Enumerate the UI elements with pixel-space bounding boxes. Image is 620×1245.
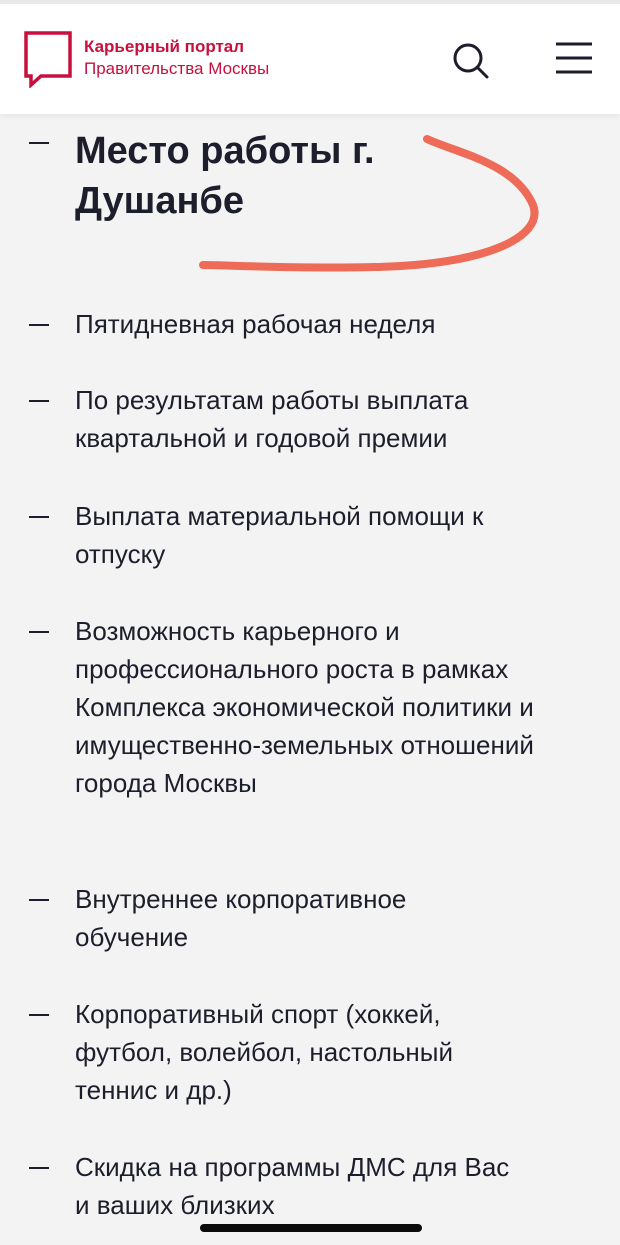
list-dash (29, 899, 49, 901)
benefit-title: Место работы г. Душанбе (75, 130, 375, 222)
site-logo[interactable] (84, 36, 269, 80)
benefit-item: По результатам работы выплата квартальной и годовой премии (75, 385, 469, 453)
benefit-item: Внутреннее корпоративное обучение (75, 884, 407, 952)
benefit-item: Возможность карьерного и профессионального роста в рамках Комплекса экономической политики и имущественно-земельных отношений города Москвы (75, 616, 534, 798)
menu-icon[interactable] (552, 40, 596, 76)
benefit-item: Выплата материальной помощи к отпуску (75, 501, 484, 569)
site-header (0, 0, 620, 114)
logo-subtitle: Правительства Москвы (84, 59, 270, 78)
header-top-line (0, 0, 620, 4)
list-dash (29, 142, 49, 144)
search-icon[interactable] (450, 40, 490, 80)
list-dash (29, 516, 49, 518)
benefit-item: Пятидневная рабочая неделя (75, 309, 436, 339)
list-dash (29, 1167, 49, 1169)
list-dash (29, 324, 49, 326)
benefit-item: Скидка на программы ДМС для Вас и ваших близких (75, 1152, 510, 1220)
logo-title: Карьерный портал (84, 37, 245, 56)
handwritten-underline-annotation (195, 125, 555, 285)
list-dash (29, 1014, 49, 1016)
benefit-item: Корпоративный спорт (хоккей, футбол, волейбол, настольный теннис и др.) (75, 999, 453, 1105)
home-indicator-bar[interactable] (200, 1224, 422, 1232)
list-dash (29, 631, 49, 633)
logo-speech-bubble-icon[interactable] (23, 30, 73, 88)
list-dash (29, 400, 49, 402)
